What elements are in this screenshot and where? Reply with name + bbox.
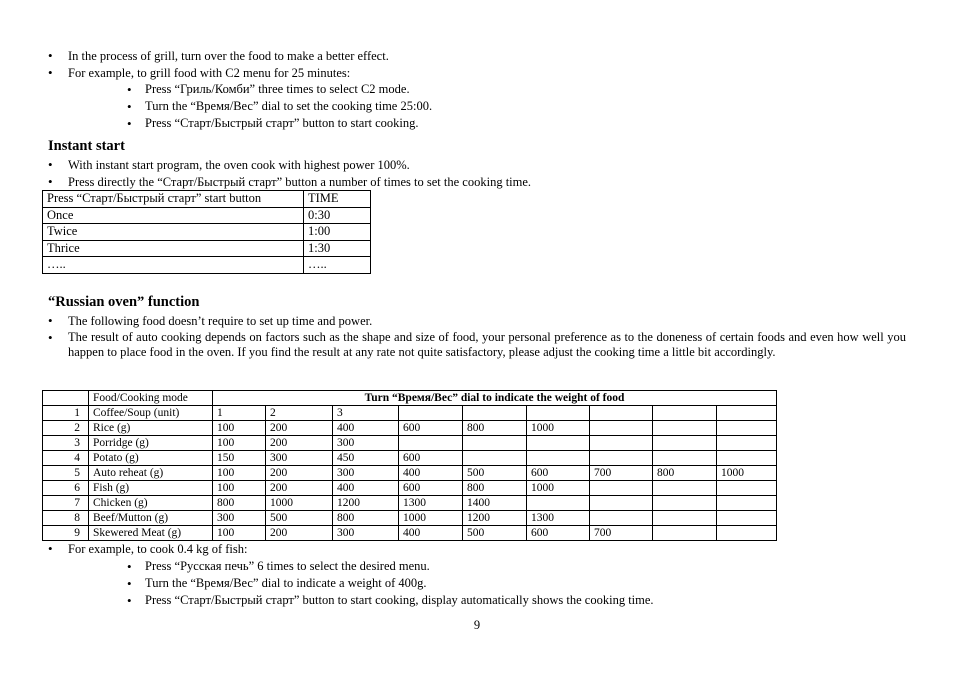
table-header-cell: Food/Cooking mode [89,391,213,406]
weight-cell: 800 [463,421,527,436]
weight-cell [717,421,777,436]
weight-cell: 800 [333,511,399,526]
weight-cell: 300 [213,511,266,526]
table-row [43,451,777,466]
weight-cell: 700 [590,526,653,541]
row-number-cell: 8 [43,511,89,526]
weight-cell [717,496,777,511]
instant-start-list [0,157,906,190]
weight-cell [653,481,717,496]
weight-cell [590,451,653,466]
table-row [43,466,777,481]
weight-cell: 800 [653,466,717,481]
weight-cell [717,451,777,466]
weight-cell: 400 [399,526,463,541]
weight-cell: 600 [399,451,463,466]
weight-cell: 300 [333,526,399,541]
weight-cell: 500 [463,466,527,481]
weight-cell [527,436,590,451]
weight-cell [463,451,527,466]
weight-cell [717,436,777,451]
weight-cell [717,511,777,526]
list-item: • With instant start program, the oven cook with highest power 100%. [0,157,906,174]
russian-oven-list [0,313,906,361]
weight-cell: 400 [333,421,399,436]
weight-cell: 200 [266,466,333,481]
table-header-cell [43,391,89,406]
weight-cell [653,406,717,421]
weight-cell: 1000 [717,466,777,481]
list-item: • The result of auto cooking depends on factors such as the shape and size of food, your personal preference as to the doneness of certain foods and even how well you happen to place food in the oven. If you find the result at any rate not quite satisfactory, please adjust the cooking time a little bit accordingly. [0,330,906,361]
weight-cell [527,496,590,511]
list-item: • Press directly the “Старт/Быстрый старт” button a number of times to set the cooking time. [0,174,906,191]
table-header-cell: Press “Старт/Быстрый старт” start button [43,191,304,208]
table-header-cell: TIME [304,191,371,208]
weight-cell [590,511,653,526]
weight-cell: 2 [266,406,333,421]
weight-cell: 800 [213,496,266,511]
food-cell: Porridge (g) [89,436,213,451]
table-row [43,224,371,241]
weight-cell [653,496,717,511]
weight-cell: 1000 [399,511,463,526]
sub-list-item: • Turn the “Время/Вес” dial to indicate a weight of 400g. [0,575,906,592]
weight-cell: 3 [333,406,399,421]
table-row [43,421,777,436]
list-item: • For example, to grill food with C2 menu for 25 minutes: [0,65,906,82]
table-cell: Thrice [43,240,304,257]
table-cell: Once [43,207,304,224]
weight-cell [653,511,717,526]
list-item: • The following food doesn’t require to set up time and power. [0,313,906,330]
weight-cell [653,436,717,451]
table-row [43,207,371,224]
food-cell: Beef/Mutton (g) [89,511,213,526]
weight-cell: 200 [266,436,333,451]
weight-cell [590,481,653,496]
weight-cell [653,526,717,541]
weight-cell [463,436,527,451]
row-number-cell: 4 [43,451,89,466]
weight-cell [653,451,717,466]
weight-cell: 600 [399,421,463,436]
weight-cell: 1000 [266,496,333,511]
weight-cell [399,406,463,421]
weight-cell: 300 [333,466,399,481]
food-cell: Potato (g) [89,451,213,466]
row-number-cell: 3 [43,436,89,451]
weight-cell: 1 [213,406,266,421]
weight-cell [717,481,777,496]
table-cell: ….. [304,257,371,274]
weight-cell [590,406,653,421]
sub-list-item: • Press “Старт/Быстрый старт” button to start cooking, display automatically shows the cooking time. [0,592,906,609]
weight-cell: 100 [213,466,266,481]
row-number-cell: 2 [43,421,89,436]
food-cell: Chicken (g) [89,496,213,511]
food-cell: Skewered Meat (g) [89,526,213,541]
sub-list-item: • Turn the “Время/Вес” dial to set the cooking time 25:00. [0,98,906,115]
table-row [43,526,777,541]
weight-cell: 400 [399,466,463,481]
grill-notes-list [0,48,906,132]
fish-example-list [0,541,906,609]
table-row [43,240,371,257]
table-row [43,496,777,511]
section-heading-instant-start: Instant start [48,138,125,154]
row-number-cell: 9 [43,526,89,541]
instant-start-table [42,190,371,274]
weight-cell: 1200 [463,511,527,526]
table-header-row [43,191,371,208]
weight-cell: 1000 [527,481,590,496]
table-cell: 1:00 [304,224,371,241]
weight-cell: 100 [213,481,266,496]
row-number-cell: 5 [43,466,89,481]
weight-cell: 500 [266,511,333,526]
weight-cell [653,421,717,436]
weight-cell: 200 [266,526,333,541]
row-number-cell: 7 [43,496,89,511]
weight-cell [590,421,653,436]
weight-cell: 600 [527,526,590,541]
weight-cell [590,496,653,511]
weight-cell: 450 [333,451,399,466]
weight-cell [717,406,777,421]
table-row [43,436,777,451]
weight-cell: 700 [590,466,653,481]
weight-cell: 1300 [399,496,463,511]
list-item: • For example, to cook 0.4 kg of fish: [0,541,906,558]
weight-cell: 1400 [463,496,527,511]
weight-cell [399,436,463,451]
weight-cell: 100 [213,421,266,436]
weight-cell: 300 [266,451,333,466]
sub-list-item: • Press “Гриль/Комби” three times to select C2 mode. [0,81,906,98]
weight-cell: 100 [213,436,266,451]
table-row [43,511,777,526]
table-header-row [43,391,777,406]
weight-cell: 1200 [333,496,399,511]
weight-cell: 500 [463,526,527,541]
weight-cell [463,406,527,421]
table-header-cell: Turn “Время/Вес” dial to indicate the weight of food [213,391,777,406]
weight-cell: 1300 [527,511,590,526]
page-number: 9 [473,618,481,632]
table-row [43,481,777,496]
weight-cell [590,436,653,451]
table-cell: 1:30 [304,240,371,257]
food-cell: Auto reheat (g) [89,466,213,481]
weight-cell: 100 [213,526,266,541]
section-heading-russian-oven: “Russian oven” function [48,294,200,310]
weight-cell: 600 [527,466,590,481]
weight-cell: 150 [213,451,266,466]
sub-list-item: • Press “Старт/Быстрый старт” button to start cooking. [0,115,906,132]
row-number-cell: 6 [43,481,89,496]
table-row [43,406,777,421]
weight-cell: 200 [266,481,333,496]
weight-cell: 200 [266,421,333,436]
weight-cell [527,406,590,421]
russian-oven-weight-table [42,390,777,541]
weight-cell: 400 [333,481,399,496]
table-cell: Twice [43,224,304,241]
sub-list-item: • Press “Русская печь” 6 times to select the desired menu. [0,558,906,575]
row-number-cell: 1 [43,406,89,421]
weight-cell: 1000 [527,421,590,436]
weight-cell [717,526,777,541]
weight-cell [527,451,590,466]
weight-cell: 800 [463,481,527,496]
food-cell: Fish (g) [89,481,213,496]
table-row [43,257,371,274]
table-cell: 0:30 [304,207,371,224]
weight-cell: 300 [333,436,399,451]
weight-cell: 600 [399,481,463,496]
table-cell: ….. [43,257,304,274]
list-item: • In the process of grill, turn over the food to make a better effect. [0,48,906,65]
food-cell: Coffee/Soup (unit) [89,406,213,421]
food-cell: Rice (g) [89,421,213,436]
